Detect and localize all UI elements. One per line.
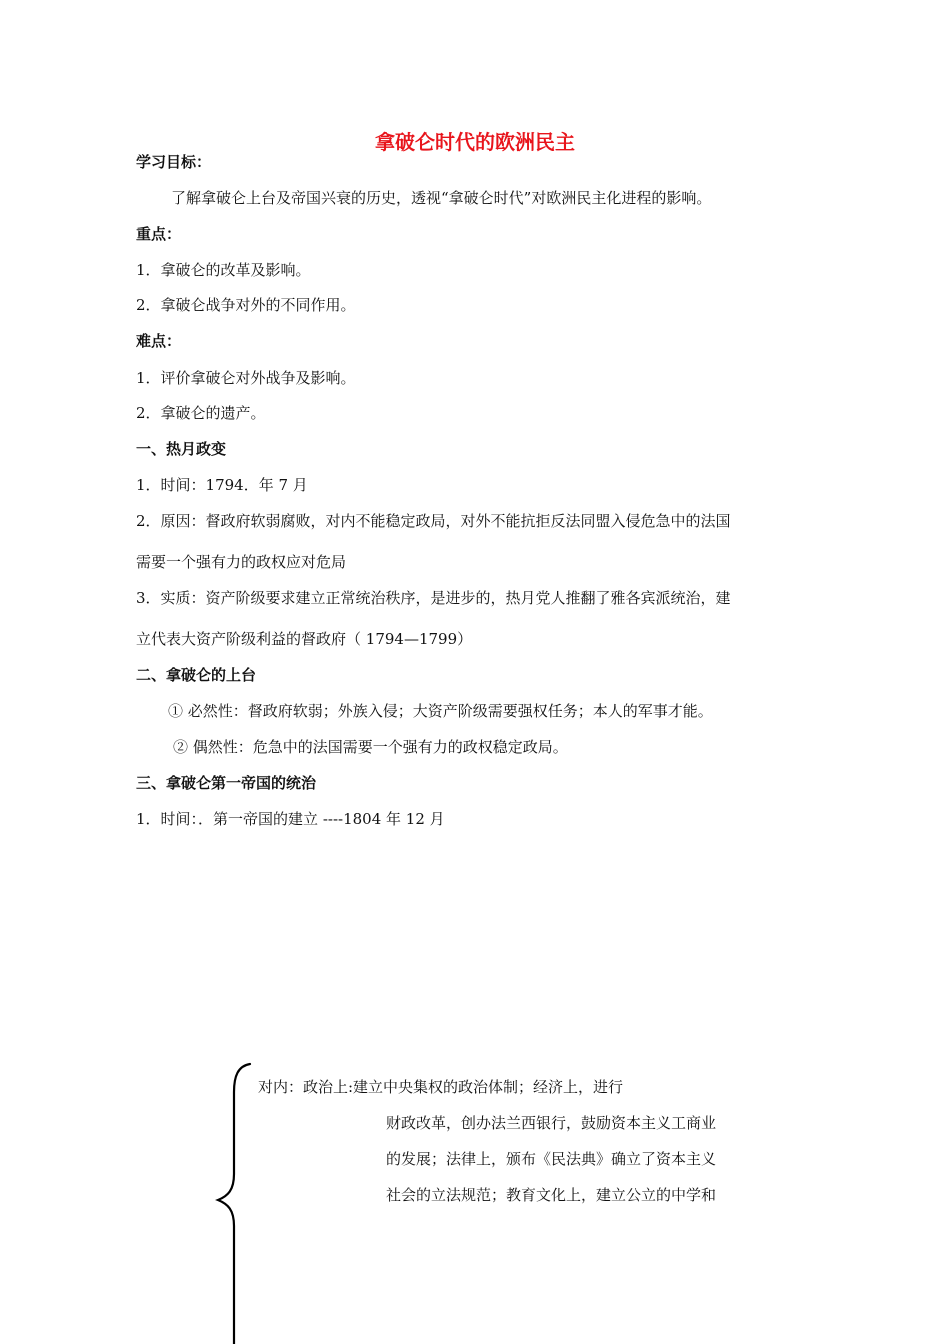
- difficulty-2: 2．拿破仑的遗产。: [136, 404, 266, 422]
- goals-text: 了解拿破仑上台及帝国兴衰的历史，透视“拿破仑时代”对欧洲民主化进程的影响。: [171, 189, 712, 207]
- domestic-line4: 社会的立法规范；教育文化上，建立公立的中学和: [386, 1186, 717, 1204]
- key-point-2: 2．拿破仑战争对外的不同作用。: [136, 296, 356, 314]
- domestic-line1: 对内：政治上:建立中央集权的政治体制；经济上，进行: [258, 1078, 624, 1096]
- section1-time: 1．时间：1794．年 7 月: [136, 476, 308, 494]
- domestic-line3: 的发展；法律上，颁布《民法典》确立了资本主义: [386, 1150, 717, 1168]
- section1-nature-line2: 立代表大资产阶级利益的督政府（ 1794—1799）: [136, 630, 473, 648]
- section3-heading: 三、拿破仑第一帝国的统治: [136, 774, 317, 792]
- section1-cause-line2: 需要一个强有力的政权应对危局: [136, 553, 347, 571]
- document-title: 拿破仑时代的欧洲民主: [375, 130, 575, 154]
- section2-heading: 二、拿破仑的上台: [136, 666, 257, 684]
- section3-time: 1．时间：．第一帝国的建立 ----1804 年 12 月: [136, 810, 445, 828]
- section1-nature-line1: 3．实质：资产阶级要求建立正常统治秩序，是进步的，热月党人推翻了雅各宾派统治，建: [136, 589, 731, 607]
- key-points-heading: 重点：: [136, 225, 182, 243]
- domestic-line2: 财政改革，创办法兰西银行，鼓励资本主义工商业: [386, 1114, 717, 1132]
- section2-necessity: ① 必然性：督政府软弱；外族入侵；大资产阶级需要强权任务；本人的军事才能。: [168, 702, 713, 720]
- section1-heading: 一、热月政变: [136, 440, 227, 458]
- key-point-1: 1．拿破仑的改革及影响。: [136, 261, 311, 279]
- difficulties-heading: 难点：: [136, 332, 182, 350]
- left-curly-brace: [214, 1062, 254, 1344]
- difficulty-1: 1．评价拿破仑对外战争及影响。: [136, 369, 356, 387]
- goals-heading: 学习目标：: [136, 153, 212, 171]
- section2-contingency: ② 偶然性：危急中的法国需要一个强有力的政权稳定政局。: [173, 738, 568, 756]
- section1-cause-line1: 2．原因：督政府软弱腐败，对内不能稳定政局，对外不能抗拒反法同盟入侵危急中的法国: [136, 512, 731, 530]
